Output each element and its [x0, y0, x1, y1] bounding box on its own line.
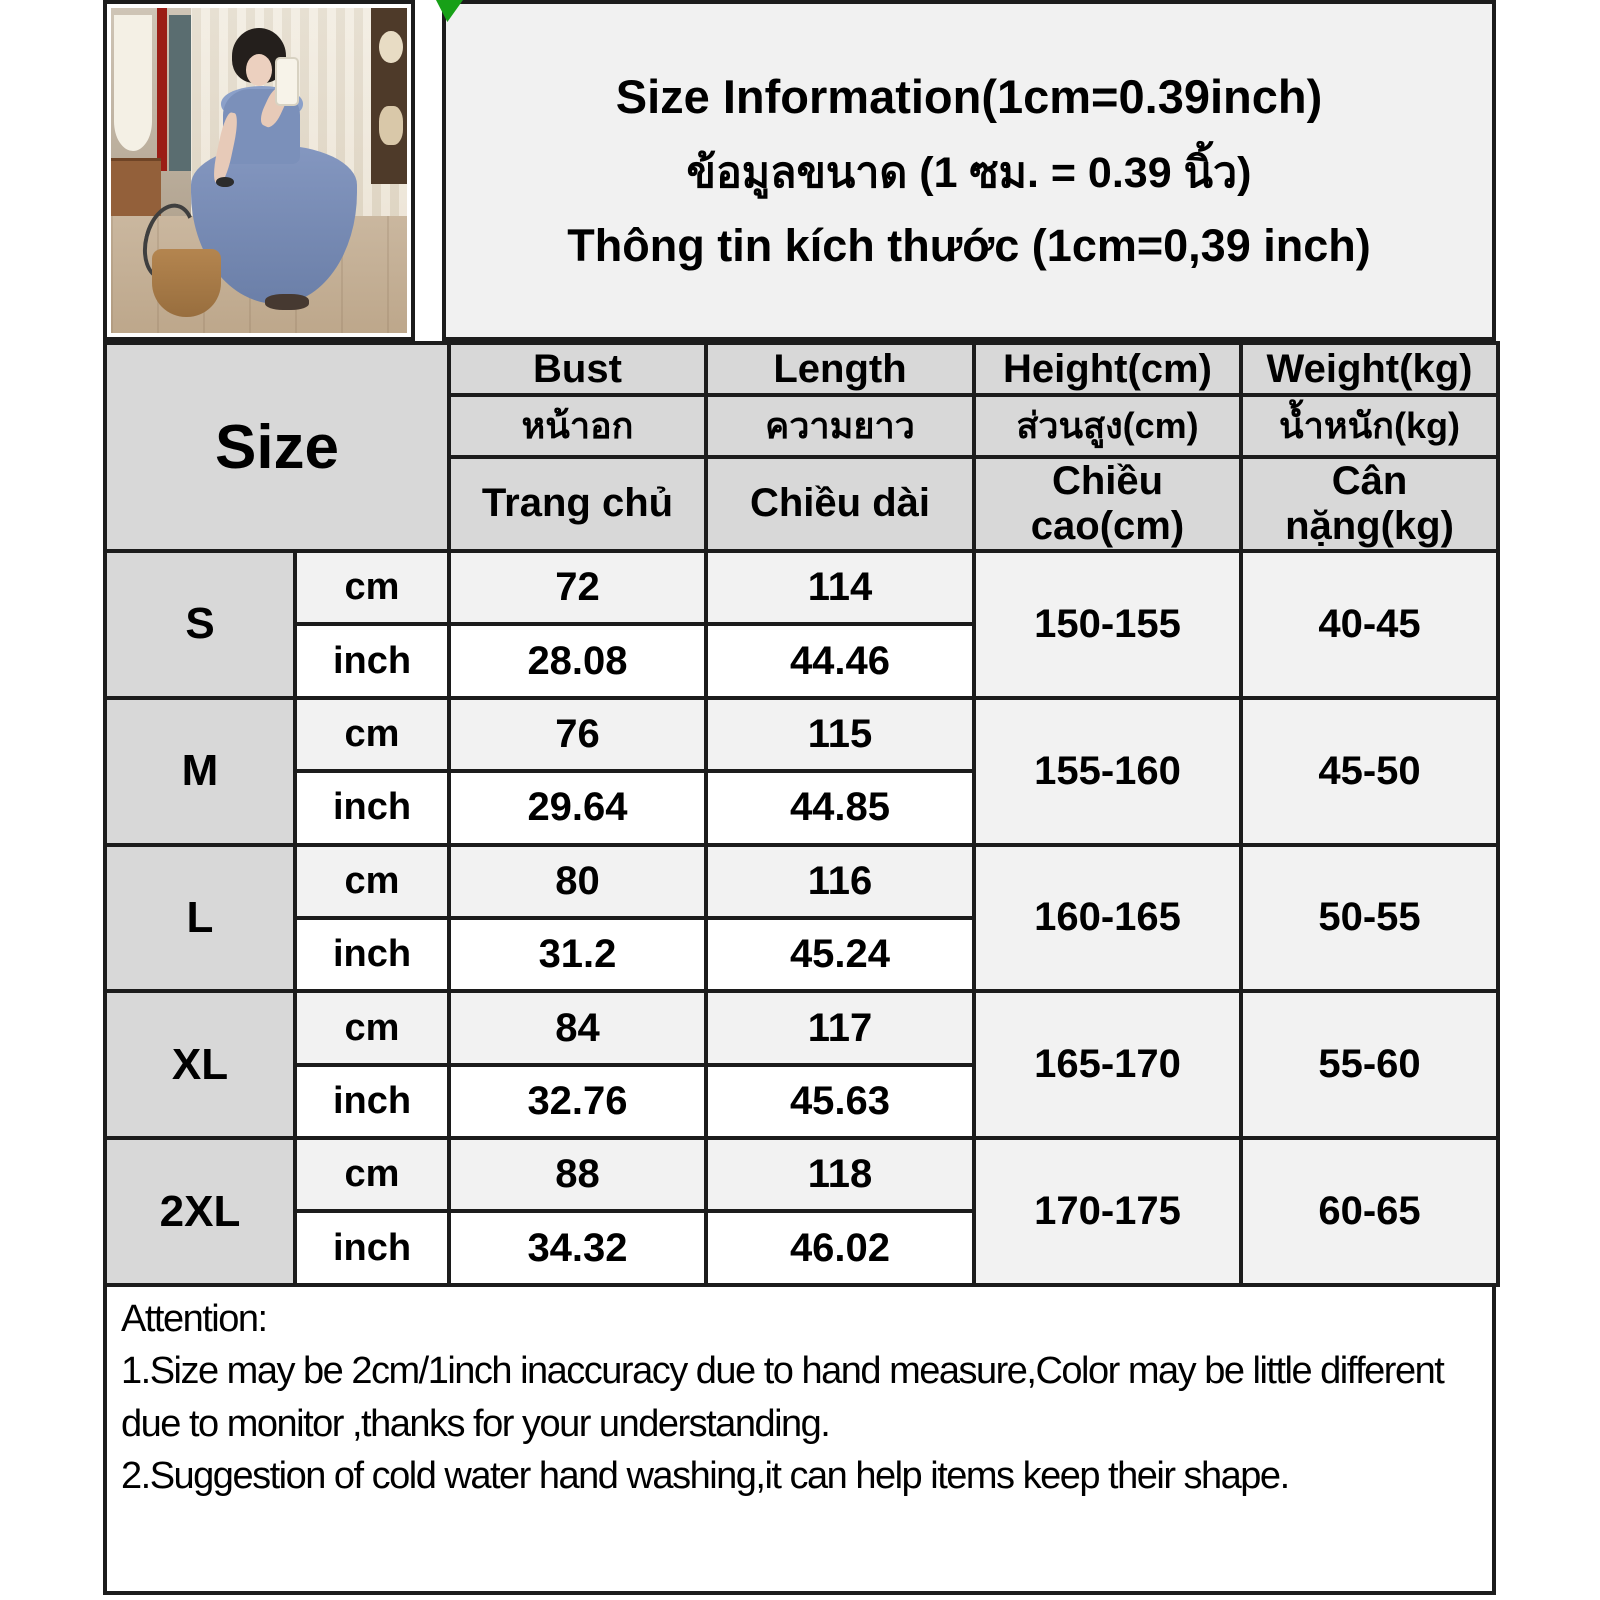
- height-range-value: 170-175: [974, 1138, 1241, 1285]
- weight-range-value: 40-45: [1241, 551, 1498, 698]
- length-inch-value: 45.24: [706, 918, 974, 991]
- title-thai: ข้อมูลขนาด (1 ซม. = 0.39 นิ้ว): [686, 149, 1252, 197]
- size-table-container: [103, 341, 1496, 1287]
- length-cm-value: 118: [706, 1138, 974, 1211]
- weight-range-value: 60-65: [1241, 1138, 1498, 1285]
- unit-inch-label: inch: [295, 624, 449, 697]
- length-inch-value: 46.02: [706, 1211, 974, 1285]
- bust-inch-value: 29.64: [449, 771, 706, 844]
- table-row: [105, 1138, 1498, 1211]
- weight-header-vi: Cân nặng(kg): [1241, 457, 1498, 552]
- bust-cm-value: 88: [449, 1138, 706, 1211]
- hanging-teal-garment: [169, 15, 191, 171]
- bust-cm-value: 72: [449, 551, 706, 624]
- bust-cm-value: 84: [449, 991, 706, 1064]
- bust-header-en: Bust: [449, 343, 706, 395]
- size-information-title-box: [442, 0, 1496, 341]
- hanging-red-garment: [157, 8, 167, 171]
- height-header-en: Height(cm): [974, 343, 1241, 395]
- hanging-lace-garment: [114, 15, 152, 152]
- shelf-item: [379, 106, 403, 145]
- bust-header-vi: Trang chủ: [449, 457, 706, 552]
- height-range-value: 150-155: [974, 551, 1241, 698]
- weight-range-value: 50-55: [1241, 845, 1498, 992]
- unit-inch-label: inch: [295, 1211, 449, 1285]
- table-row: [105, 845, 1498, 918]
- bust-inch-value: 32.76: [449, 1065, 706, 1138]
- unit-inch-label: inch: [295, 1065, 449, 1138]
- weight-header-en: Weight(kg): [1241, 343, 1498, 395]
- unit-inch-label: inch: [295, 771, 449, 844]
- bust-cm-value: 76: [449, 698, 706, 771]
- length-cm-value: 114: [706, 551, 974, 624]
- woman-face: [246, 54, 273, 87]
- length-inch-value: 45.63: [706, 1065, 974, 1138]
- unit-cm-label: cm: [295, 1138, 449, 1211]
- phone: [275, 57, 299, 106]
- table-row: [105, 551, 1498, 624]
- bust-inch-value: 34.32: [449, 1211, 706, 1285]
- height-header-vi: Chiều cao(cm): [974, 457, 1241, 552]
- bracelet: [216, 177, 234, 187]
- bust-cm-value: 80: [449, 845, 706, 918]
- length-inch-value: 44.46: [706, 624, 974, 697]
- size-label-m: M: [105, 698, 295, 845]
- length-cm-value: 117: [706, 991, 974, 1064]
- size-label-2xl: 2XL: [105, 1138, 295, 1285]
- size-column-header: Size: [105, 343, 449, 551]
- weight-header-th: น้ำหนัก(kg): [1241, 395, 1498, 456]
- height-header-th: ส่วนสูง(cm): [974, 395, 1241, 456]
- bust-inch-value: 28.08: [449, 624, 706, 697]
- length-inch-value: 44.85: [706, 771, 974, 844]
- title-vietnamese: Thông tin kích thước (1cm=0,39 inch): [567, 220, 1371, 271]
- unit-inch-label: inch: [295, 918, 449, 991]
- bust-inch-value: 31.2: [449, 918, 706, 991]
- table-row: [105, 991, 1498, 1064]
- weight-range-value: 45-50: [1241, 698, 1498, 845]
- photo-scene: [111, 8, 407, 333]
- weight-range-value: 55-60: [1241, 991, 1498, 1138]
- height-range-value: 160-165: [974, 845, 1241, 992]
- size-table: [103, 341, 1500, 1287]
- size-label-xl: XL: [105, 991, 295, 1138]
- unit-cm-label: cm: [295, 991, 449, 1064]
- height-range-value: 165-170: [974, 991, 1241, 1138]
- product-photo: [103, 0, 415, 341]
- unit-cm-label: cm: [295, 551, 449, 624]
- attention-note-1: 1.Size may be 2cm/1inch inaccuracy due to hand measure,Color may be little different due to monitor ,thanks for your understanding.: [121, 1350, 1444, 1445]
- straw-bag: [152, 249, 220, 317]
- length-header-en: Length: [706, 343, 974, 395]
- size-label-s: S: [105, 551, 295, 698]
- attention-notes: [103, 1287, 1496, 1595]
- header-row-english: [105, 343, 1498, 395]
- bust-header-th: หน้าอก: [449, 395, 706, 456]
- table-row: [105, 698, 1498, 771]
- title-english: Size Information(1cm=0.39inch): [615, 70, 1323, 123]
- height-range-value: 155-160: [974, 698, 1241, 845]
- length-cm-value: 115: [706, 698, 974, 771]
- shelf-item: [379, 31, 403, 64]
- size-label-l: L: [105, 845, 295, 992]
- sandal: [265, 294, 309, 310]
- length-header-th: ความยาว: [706, 395, 974, 456]
- length-header-vi: Chiều dài: [706, 457, 974, 552]
- unit-cm-label: cm: [295, 845, 449, 918]
- attention-note-2: 2.Suggestion of cold water hand washing,it can help items keep their shape.: [121, 1455, 1289, 1498]
- unit-cm-label: cm: [295, 698, 449, 771]
- length-cm-value: 116: [706, 845, 974, 918]
- attention-heading: Attention:: [121, 1298, 267, 1340]
